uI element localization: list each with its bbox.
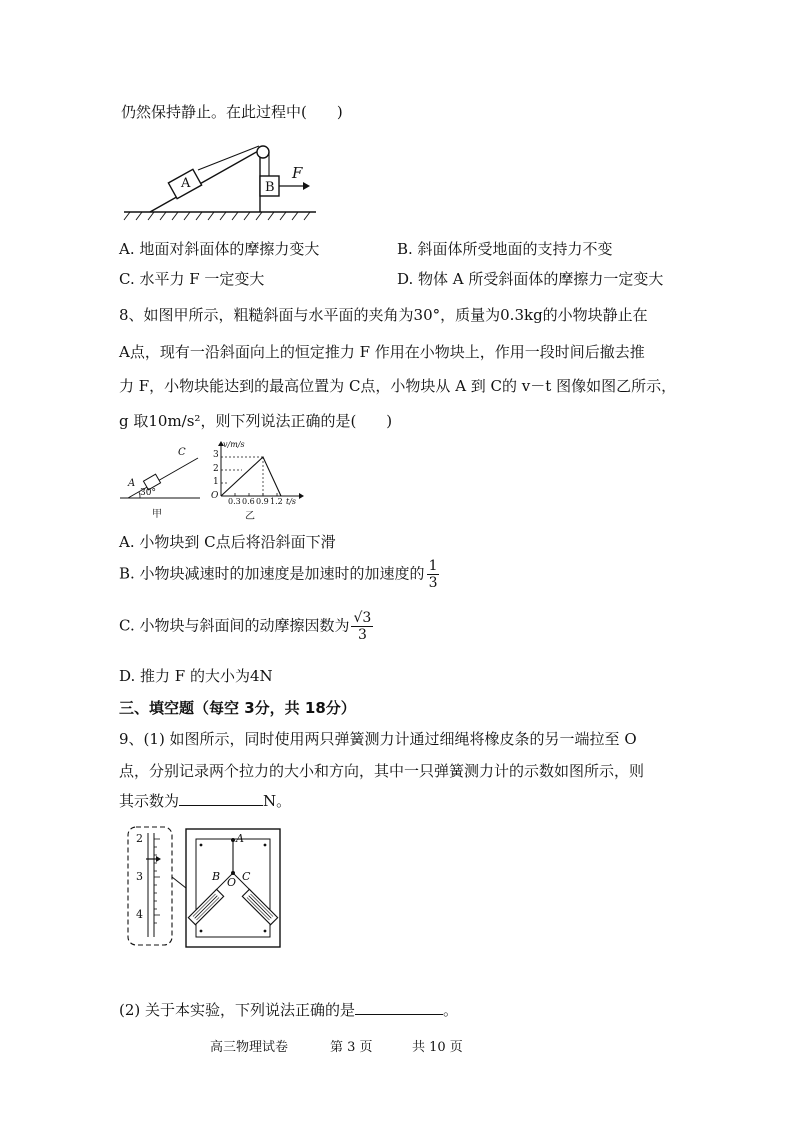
- x-tick-1-2: 1.2: [270, 497, 283, 506]
- q8-option-d: D. 推力 F 的大小为4N: [119, 667, 273, 685]
- angle-label: 30°: [140, 488, 156, 498]
- section-3-heading: 三、填空题（每空 3分，共 18分）: [119, 699, 356, 717]
- sqrt3-over-3-fraction: [351, 610, 373, 643]
- footer-page: 第 3 页: [330, 1040, 373, 1055]
- q8-option-c-text: C. 小物块与斜面间的动摩擦因数为: [119, 616, 350, 635]
- scale-tick-4: 4: [136, 908, 143, 921]
- t-axis-label: t/s: [286, 497, 297, 506]
- q8-line-3: 力 F，小物块能达到的最高位置为 C点，小物块从 A 到 C的 v－t 图像如图乙所示，: [119, 377, 677, 395]
- q9-reading-blank[interactable]: [179, 791, 263, 806]
- q8-line-4: g 取10m/s²，则下列说法正确的是( ): [119, 412, 393, 430]
- x-tick-0-9: 0.9: [256, 497, 269, 506]
- q7-option-c: C. 水平力 F 一定变大: [119, 270, 265, 288]
- y-tick-3: 3: [213, 450, 219, 460]
- pulley-icon: [257, 146, 269, 158]
- v-axis-label: v/m/s: [223, 440, 245, 449]
- scale-tick-2: 2: [136, 832, 143, 845]
- q9-part2-blank[interactable]: [355, 1000, 443, 1015]
- x-tick-0-6: 0.6: [242, 497, 255, 506]
- point-a-label: A: [236, 832, 244, 845]
- point-a-label: A: [128, 478, 136, 489]
- q7-incline-figure: [120, 140, 320, 222]
- point-b-label: B: [212, 870, 221, 883]
- q9-part2-suffix: 。: [443, 1001, 459, 1019]
- q9-line-1: 9、(1) 如图所示，同时使用两只弹簧测力计通过细绳将橡皮条的另一端拉至 O: [119, 730, 637, 748]
- origin-label: O: [211, 491, 219, 501]
- q8-option-b-text: B. 小物块减速时的加速度是加速时的加速度的: [119, 564, 425, 583]
- footer-subject: 高三物理试卷: [210, 1040, 289, 1055]
- fraction-numerator: √3: [353, 610, 372, 626]
- point-c-label: C: [178, 447, 186, 458]
- q9-reading-prefix: 其示数为: [119, 792, 180, 810]
- figure-jia-caption: 甲: [152, 509, 162, 520]
- q9-line-3: [119, 790, 291, 811]
- fraction-denominator: 3: [357, 627, 367, 643]
- point-c-label: C: [242, 870, 251, 883]
- force-f-label: F: [292, 164, 303, 182]
- y-tick-1: 1: [213, 477, 219, 487]
- q8-option-a: A. 小物块到 C点后将沿斜面下滑: [119, 533, 336, 551]
- q7-option-d: D. 物体 A 所受斜面体的摩擦力一定变大: [397, 270, 664, 288]
- q9-part2-prefix: (2) 关于本实验，下列说法正确的是: [119, 1001, 356, 1019]
- q7-stem-tail: 仍然保持静止。在此过程中( ): [121, 103, 343, 121]
- q8-vt-graph: [205, 440, 305, 518]
- fraction-denominator: 3: [428, 575, 438, 591]
- q9-line-2: 点，分别记录两个拉力的大小和方向，其中一只弹簧测力计的示数如图所示，则: [119, 762, 645, 780]
- fraction-numerator: 1: [428, 558, 438, 574]
- one-third-fraction: [427, 558, 440, 591]
- q8-option-b: [119, 558, 439, 591]
- q7-option-a: A. 地面对斜面体的摩擦力变大: [119, 240, 320, 258]
- block-b-label: B: [265, 180, 275, 195]
- q9-part2: [119, 999, 458, 1020]
- q8-line-2: A点，现有一沿斜面向上的恒定推力 F 作用在小物块上，作用一段时间后撤去推: [119, 343, 645, 361]
- q9-reading-unit: N。: [263, 792, 292, 810]
- q8-option-c: [119, 610, 373, 643]
- q9-experiment-figure: [126, 825, 286, 951]
- block-a-label: A: [181, 176, 191, 191]
- x-tick-0-3: 0.3: [228, 497, 241, 506]
- figure-yi-caption: 乙: [245, 511, 255, 522]
- footer-total: 共 10 页: [412, 1040, 463, 1055]
- scale-tick-3: 3: [136, 870, 143, 883]
- q7-option-b: B. 斜面体所受地面的支持力不变: [397, 240, 613, 258]
- q8-line-1: 8、如图甲所示，粗糙斜面与水平面的夹角为30°，质量为0.3kg的小物块静止在: [119, 306, 648, 324]
- y-tick-2: 2: [213, 464, 219, 474]
- point-o-label: O: [227, 876, 237, 889]
